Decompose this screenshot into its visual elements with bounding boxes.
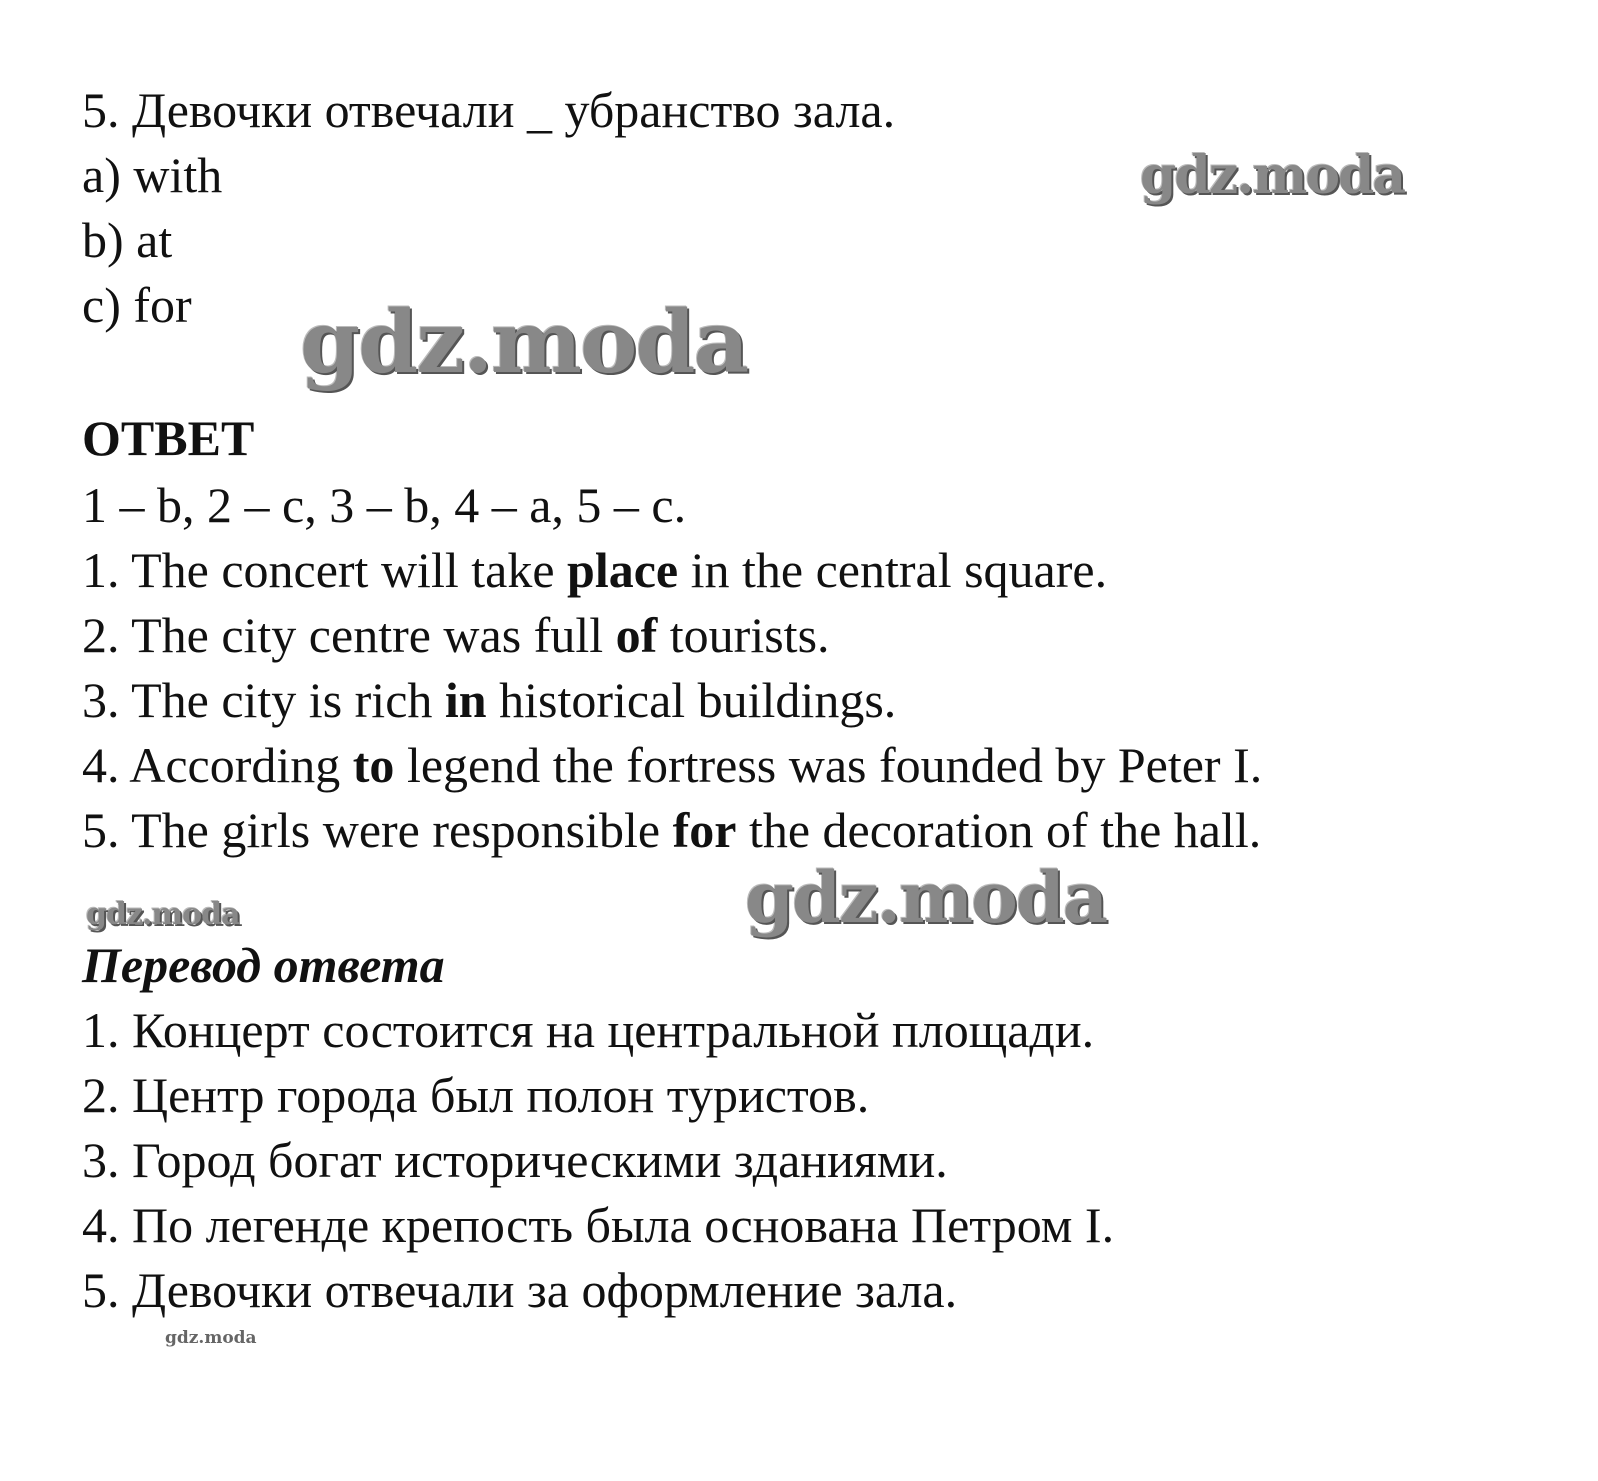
sentence-text: in the central square. (678, 542, 1108, 598)
answer-word: of (615, 607, 658, 663)
sentence-text: 1. The concert will take (82, 542, 568, 598)
answer-sentence (82, 540, 1107, 600)
sentence-text: 5. The girls were responsible (82, 802, 673, 858)
translation-line: 3. Город богат историческими зданиями. (82, 1132, 948, 1188)
answer-key: 1 – b, 2 – c, 3 – b, 4 – a, 5 – c. (82, 477, 687, 533)
option-c: c) for (82, 277, 192, 333)
option-a: a) with (82, 147, 223, 203)
translation-heading: Перевод ответа (82, 937, 445, 993)
sentence-text: 2. The city centre was full (82, 607, 616, 663)
watermark: gdz.moda (86, 897, 240, 932)
watermark: gdz.moda (745, 856, 1107, 939)
answer-word: place (567, 542, 679, 598)
translation-line: 1. Концерт состоится на центральной площади. (82, 1002, 1095, 1058)
sentence-text: 3. The city is rich (82, 672, 445, 728)
watermark: gdz.moda (165, 1328, 257, 1348)
sentence-text: historical buildings. (486, 672, 897, 728)
watermark: gdz.moda (1140, 145, 1405, 206)
answer-word: to (352, 737, 395, 793)
sentence-text: the decoration of the hall. (736, 802, 1262, 858)
answer-sentence (82, 670, 896, 730)
translation-line: 2. Центр города был полон туристов. (82, 1067, 870, 1123)
sentence-text: tourists. (657, 607, 830, 663)
sentence-text: legend the fortress was founded by Peter I. (394, 737, 1263, 793)
question-text: 5. Девочки отвечали _ убранство зала. (82, 82, 896, 138)
answer-sentence (82, 605, 830, 665)
answer-sentence (82, 800, 1261, 860)
answer-heading: ОТВЕТ (82, 410, 255, 466)
answer-word: for (672, 802, 737, 858)
option-b: b) at (82, 212, 173, 268)
watermark: gdz.moda (300, 292, 748, 393)
translation-line: 5. Девочки отвечали за оформление зала. (82, 1262, 958, 1318)
translation-line: 4. По легенде крепость была основана Петром I. (82, 1197, 1115, 1253)
answer-word: in (444, 672, 487, 728)
answer-sentence (82, 735, 1262, 795)
sentence-text: 4. According (82, 737, 353, 793)
